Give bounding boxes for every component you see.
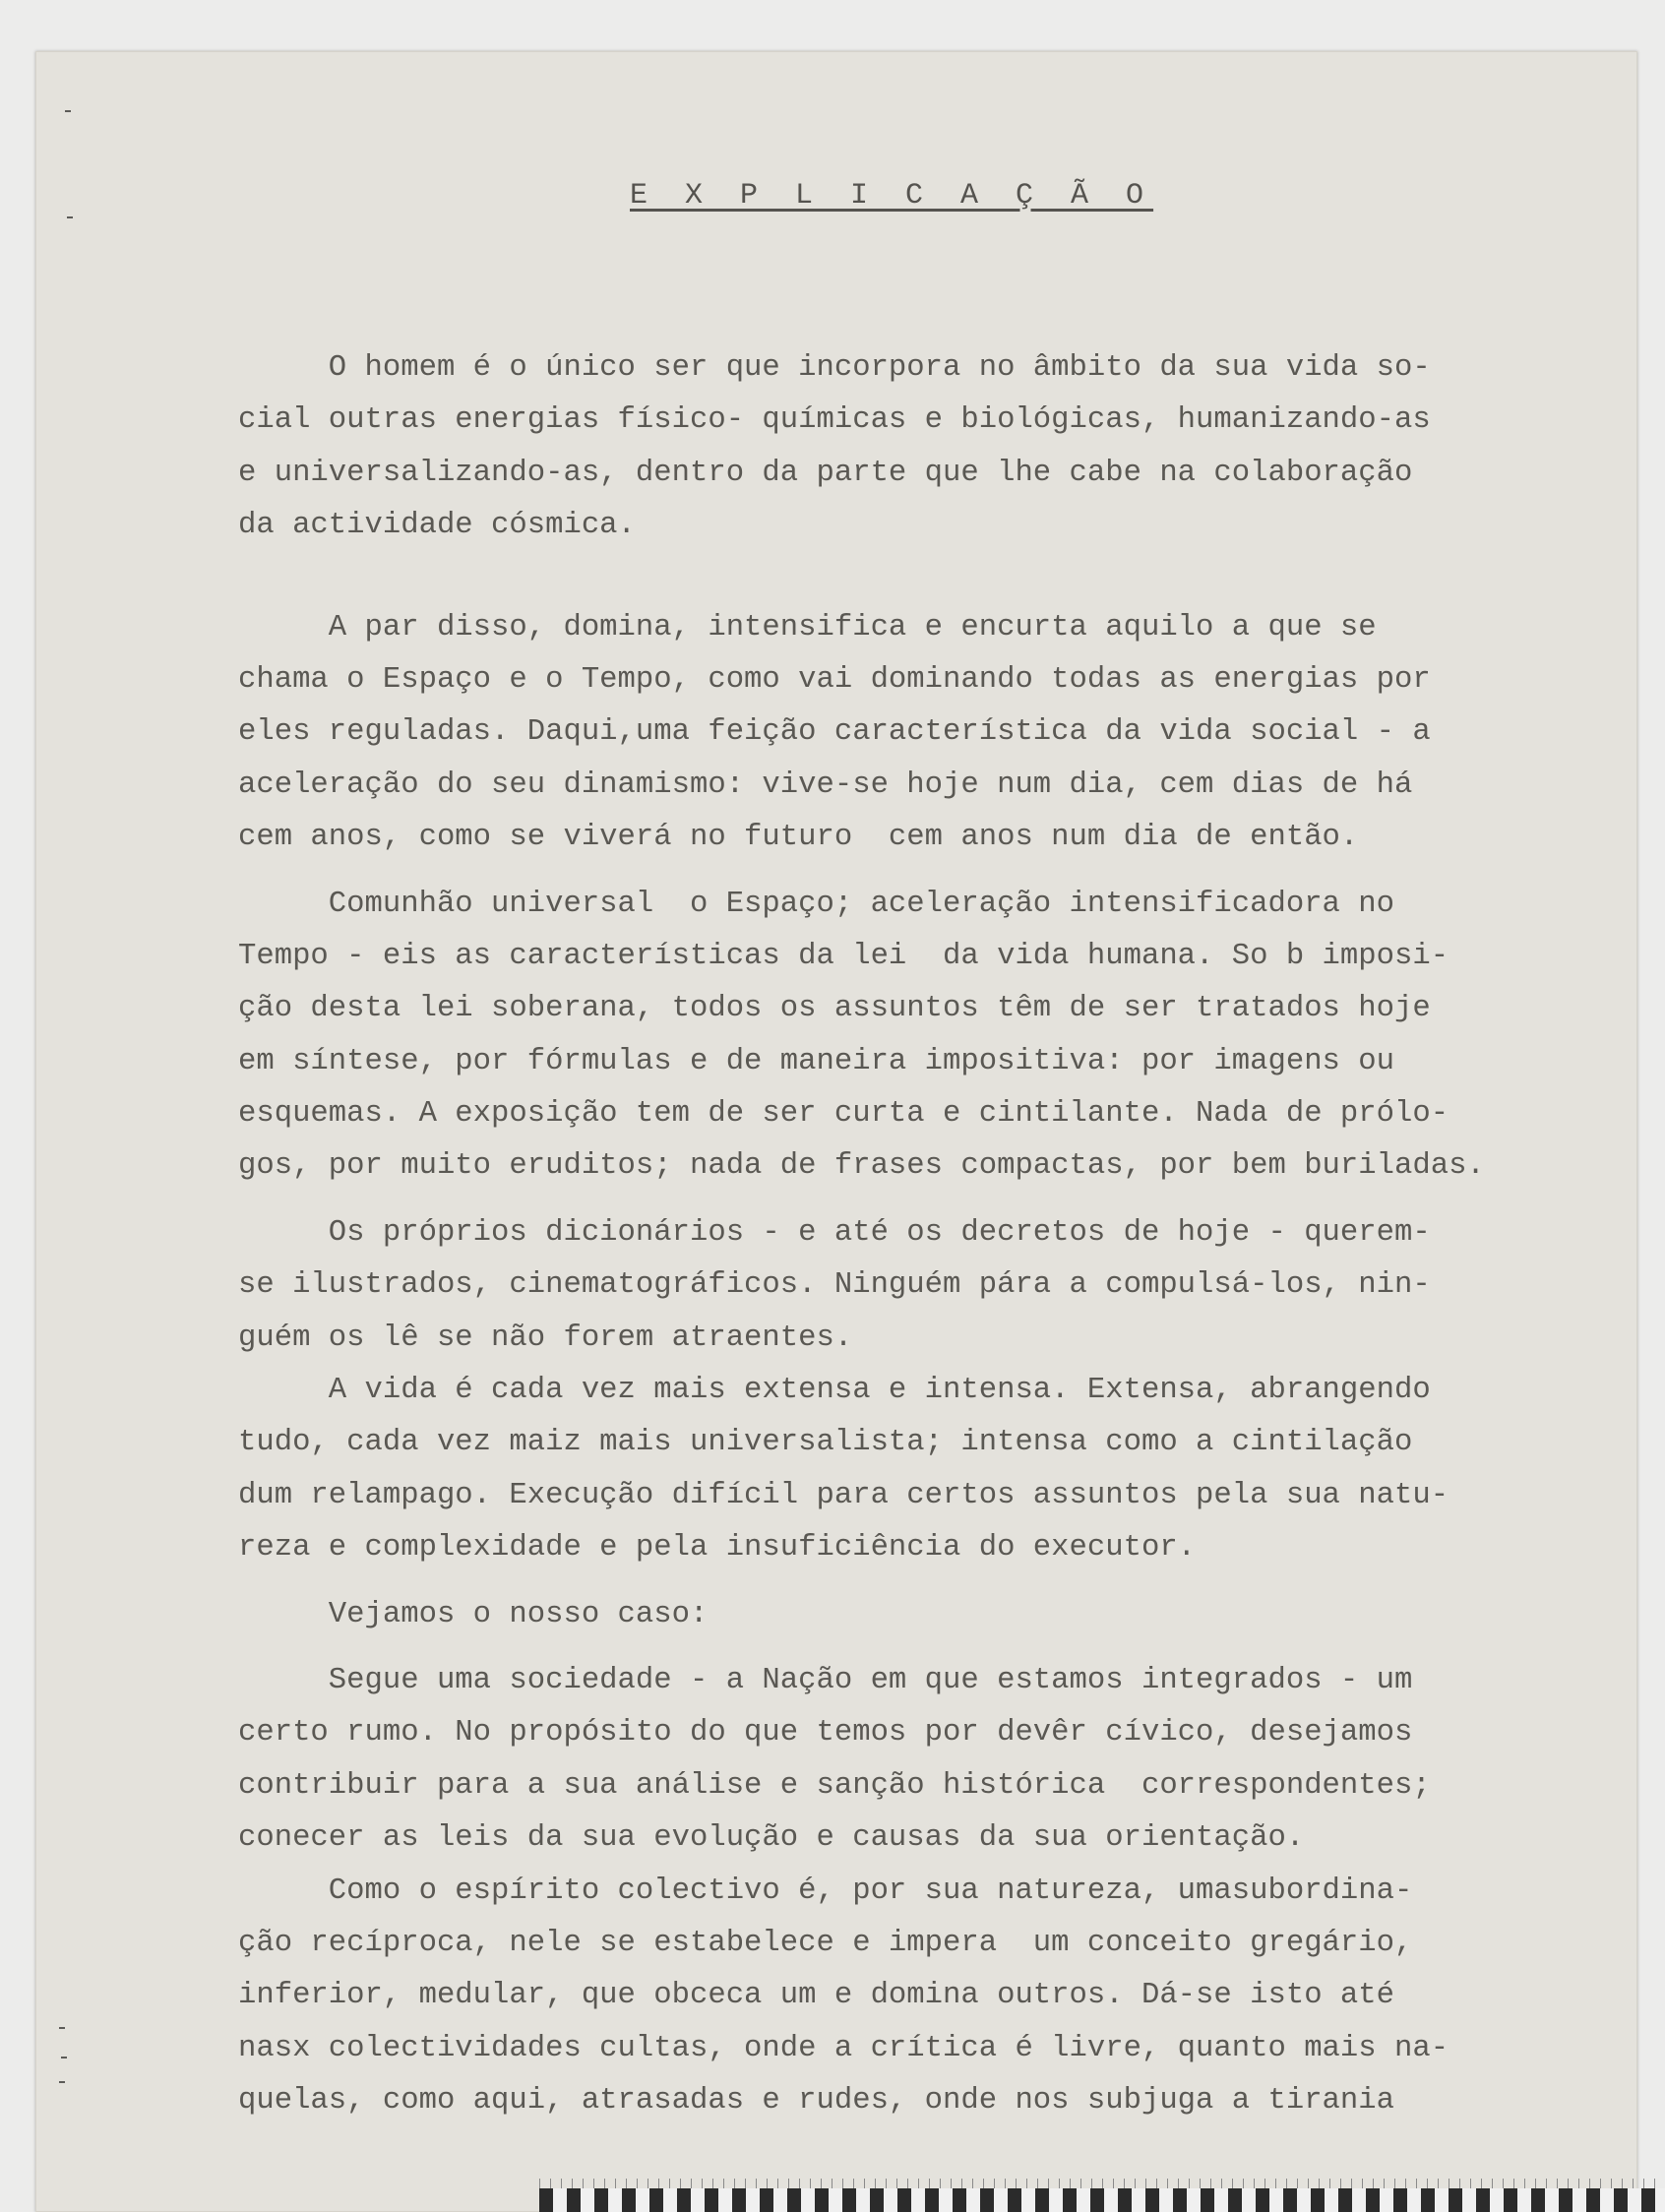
text-line: Vejamos o nosso caso: (238, 1597, 709, 1631)
margin-mark (67, 216, 73, 218)
paragraph-6 (238, 1589, 1557, 1641)
document-body (238, 342, 1557, 2128)
paragraph-8 (238, 1866, 1557, 2128)
text-line: Segue uma sociedade - a Nação em que estamos integrados - um (238, 1663, 1413, 1697)
paragraph-gap (238, 1575, 1557, 1589)
paragraph-4 (238, 1207, 1557, 1365)
paragraph-gap (238, 865, 1557, 879)
text-line: cem anos, como se viverá no futuro cem anos num dia de então. (238, 821, 1359, 855)
text-line: e universalizando-as, dentro da parte que lhe cabe na colaboração (238, 456, 1413, 490)
text-line: reza e complexidade e pela insuficiência do executor. (238, 1531, 1197, 1566)
text-line: Os próprios dicionários - e até os decretos de hoje - querem- (238, 1215, 1431, 1250)
text-line: em síntese, por fórmulas e de maneira impositiva: por imagens ou (238, 1044, 1394, 1078)
text-line: dum relampago. Execução difícil para certos assuntos pela sua natu- (238, 1478, 1449, 1512)
text-line: quelas, como aqui, atrasadas e rudes, onde nos subjuga a tirania (238, 2084, 1394, 2119)
text-line: inferior, medular, que obceca um e domina outros. Dá-se isto até (238, 1979, 1394, 2013)
margin-mark (59, 2081, 65, 2083)
text-line: A par disso, domina, intensifica e encurta aquilo a que se (238, 610, 1377, 645)
text-line: cial outras energias físico- químicas e biológicas, humanizando-as (238, 403, 1431, 438)
text-line: certo rumo. No propósito do que temos por devêr cívico, desejamos (238, 1716, 1413, 1751)
scale-ruler (539, 2188, 1665, 2212)
paragraph-gap (238, 1641, 1557, 1655)
text-line: Comunhão universal o Espaço; aceleração intensificadora no (238, 887, 1394, 921)
text-line: aceleração do seu dinamismo: vive-se hoje num dia, cem dias de há (238, 768, 1413, 802)
paragraph-1 (238, 342, 1557, 553)
text-line: nasx colectividades cultas, onde a crítica é livre, quanto mais na- (238, 2031, 1449, 2065)
text-line: guém os lê se não forem atraentes. (238, 1321, 853, 1355)
text-line: eles reguladas. Daqui,uma feição característica da vida social - a (238, 715, 1431, 750)
text-line: esquemas. A exposição tem de ser curta e cintilante. Nada de prólo- (238, 1097, 1449, 1132)
text-line: Tempo - eis as características da lei da vida humana. So b imposi- (238, 939, 1449, 973)
text-line: Como o espírito colectivo é, por sua natureza, umasubordina- (238, 1874, 1413, 1908)
text-line: gos, por muito eruditos; nada de frases compactas, por bem buriladas. (238, 1149, 1485, 1184)
text-line: se ilustrados, cinematográficos. Ninguém pára a compulsá-los, nin- (238, 1268, 1431, 1303)
paragraph-5 (238, 1365, 1557, 1575)
paragraph-gap (238, 1194, 1557, 1207)
paragraph-gap (238, 553, 1557, 602)
text-line: A vida é cada vez mais extensa e intensa. Extensa, abrangendo (238, 1374, 1431, 1408)
text-line: ção recíproca, nele se estabelece e impera um conceito gregário, (238, 1926, 1413, 1960)
paragraph-7 (238, 1655, 1557, 1866)
text-line: contribuir para a sua análise e sanção histórica correspondentes; (238, 1768, 1431, 1803)
text-line: tudo, cada vez maiz mais universalista; intensa como a cintilação (238, 1426, 1413, 1460)
margin-mark (59, 2027, 65, 2029)
text-line: chama o Espaço e o Tempo, como vai dominando todas as energias por (238, 662, 1431, 697)
document-title: E X P L I C A Ç Ã O (630, 179, 1154, 213)
margin-mark (61, 2057, 67, 2058)
margin-mark (65, 110, 71, 112)
text-line: da actividade cósmica. (238, 509, 636, 543)
text-line: ção desta lei soberana, todos os assuntos têm de ser tratados hoje (238, 992, 1431, 1026)
text-line: conecer as leis da sua evolução e causas da sua orientação. (238, 1821, 1305, 1856)
paragraph-3 (238, 879, 1557, 1194)
paragraph-2 (238, 602, 1557, 865)
text-line: O homem é o único ser que incorpora no âmbito da sua vida so- (238, 351, 1431, 385)
